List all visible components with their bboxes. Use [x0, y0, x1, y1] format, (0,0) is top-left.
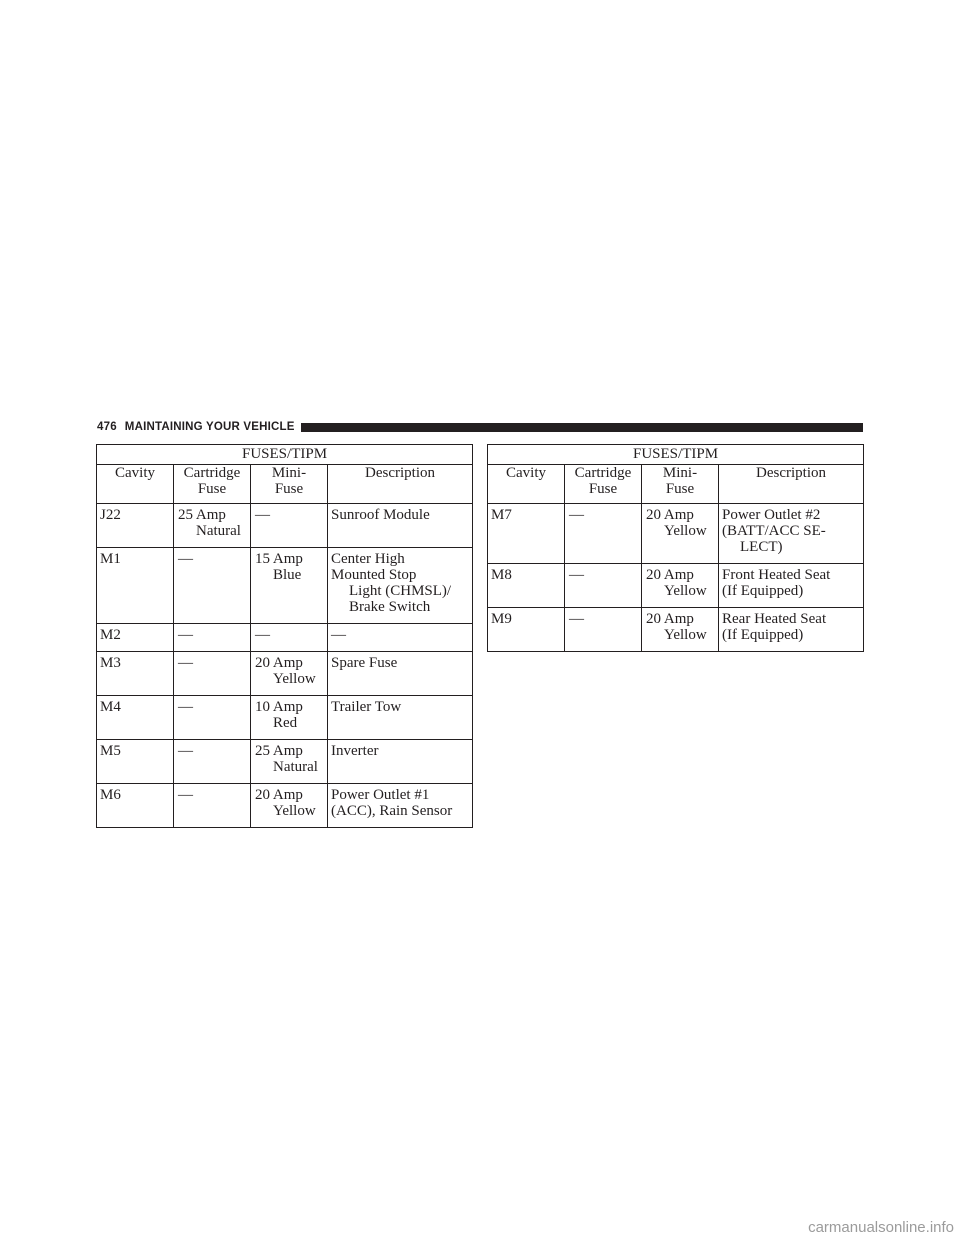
- table-row: [488, 504, 864, 564]
- page-header: [97, 418, 863, 436]
- table-title: FUSES/TIPM: [488, 445, 864, 465]
- cell-text: (ACC), Rain Sensor: [331, 803, 453, 819]
- table-row: [488, 564, 864, 608]
- cell-text: —: [178, 743, 193, 759]
- cell-description: [328, 504, 473, 548]
- cell-text: —: [255, 627, 270, 643]
- cell-text: 10 Amp: [255, 699, 303, 715]
- cell-text: —: [569, 611, 584, 627]
- table-body: [97, 504, 473, 828]
- cell-text: Natural: [196, 523, 241, 539]
- cell-text: Brake Switch: [349, 599, 431, 615]
- cell-text: 25 Amp: [255, 743, 303, 759]
- cell-description: [719, 564, 864, 608]
- page-number: 476: [97, 421, 117, 433]
- cell-text: —: [178, 699, 193, 715]
- cell-text: Rear Heated Seat: [722, 611, 827, 627]
- cell-text: 15 Amp: [255, 551, 303, 567]
- cell-text: Natural: [273, 759, 318, 775]
- header-mini-fuse: [251, 465, 328, 504]
- header-text: Cartridge: [574, 465, 632, 481]
- cell-description: [328, 740, 473, 784]
- cell-cartridge-fuse: [174, 624, 251, 652]
- cell-cartridge-fuse: [174, 784, 251, 828]
- cell-text: LECT): [740, 539, 783, 555]
- cell-cartridge-fuse: [565, 608, 642, 652]
- table-row: [97, 740, 473, 784]
- table-row: [488, 608, 864, 652]
- table-header-row: [97, 465, 473, 504]
- table-row: [97, 652, 473, 696]
- section-title: MAINTAINING YOUR VEHICLE: [124, 421, 295, 433]
- cell-cavity: M3: [97, 652, 174, 696]
- cell-text: 20 Amp: [646, 507, 694, 523]
- cell-cavity: M9: [488, 608, 565, 652]
- cell-text: Sunroof Module: [331, 507, 430, 523]
- cell-text: Yellow: [273, 671, 316, 687]
- header-description: [719, 465, 864, 504]
- header-text: Mini-: [662, 465, 698, 481]
- header-text: Cavity: [115, 465, 155, 481]
- cell-description: [719, 608, 864, 652]
- header-text: Description: [365, 465, 435, 481]
- cell-text: (If Equipped): [722, 583, 804, 599]
- cell-text: Power Outlet #1: [331, 787, 430, 803]
- cell-mini-fuse: [251, 548, 328, 624]
- watermark: carmanualsonline.info: [808, 1219, 954, 1236]
- header-text: Cartridge: [183, 465, 241, 481]
- table-row: [97, 696, 473, 740]
- cell-mini-fuse: [251, 784, 328, 828]
- cell-mini-fuse: [642, 564, 719, 608]
- cell-text: —: [178, 655, 193, 671]
- cell-text: —: [569, 507, 584, 523]
- cell-text: 20 Amp: [646, 567, 694, 583]
- cell-text: —: [569, 567, 584, 583]
- cell-text: Yellow: [664, 523, 707, 539]
- header-text: Description: [756, 465, 826, 481]
- cell-text: Power Outlet #2: [722, 507, 821, 523]
- cell-text: Yellow: [664, 627, 707, 643]
- table-row: [97, 548, 473, 624]
- cell-text: 20 Amp: [255, 655, 303, 671]
- header-rule: [301, 423, 863, 432]
- cell-text: 20 Amp: [646, 611, 694, 627]
- cell-cavity: M8: [488, 564, 565, 608]
- cell-text: —: [178, 551, 193, 567]
- cell-description: [328, 784, 473, 828]
- cell-text: Light (CHMSL)/: [349, 583, 452, 599]
- cell-text: Spare Fuse: [331, 655, 398, 671]
- cell-text: Trailer Tow: [331, 699, 402, 715]
- cell-text: Inverter: [331, 743, 379, 759]
- cell-text: Front Heated Seat: [722, 567, 831, 583]
- header-cartridge-fuse: [565, 465, 642, 504]
- table-body: [488, 504, 864, 652]
- cell-mini-fuse: [251, 624, 328, 652]
- cell-text: Mounted Stop: [331, 567, 417, 583]
- cell-description: [719, 504, 864, 564]
- cell-description: [328, 652, 473, 696]
- cell-text: Yellow: [664, 583, 707, 599]
- header-text: Mini-: [271, 465, 307, 481]
- fuse-table-left: [96, 444, 473, 828]
- cell-text: —: [255, 507, 270, 523]
- cell-text: Center High: [331, 551, 405, 567]
- fuse-table-right: [487, 444, 864, 652]
- table-row: [97, 624, 473, 652]
- table-row: [97, 784, 473, 828]
- header-text: Fuse: [197, 481, 227, 497]
- cell-text: Yellow: [273, 803, 316, 819]
- table-row: [97, 504, 473, 548]
- cell-mini-fuse: [642, 608, 719, 652]
- cell-mini-fuse: [251, 696, 328, 740]
- cell-cavity: M4: [97, 696, 174, 740]
- header-text: Fuse: [274, 481, 304, 497]
- cell-cavity: M1: [97, 548, 174, 624]
- header-mini-fuse: [642, 465, 719, 504]
- cell-cavity: M6: [97, 784, 174, 828]
- cell-cartridge-fuse: [174, 548, 251, 624]
- cell-text: (BATT/ACC SE-: [722, 523, 826, 539]
- cell-text: —: [178, 787, 193, 803]
- cell-cartridge-fuse: [565, 564, 642, 608]
- cell-cartridge-fuse: [565, 504, 642, 564]
- cell-cartridge-fuse: [174, 652, 251, 696]
- table-header-row: [488, 465, 864, 504]
- cell-cavity: J22: [97, 504, 174, 548]
- cell-text: Blue: [273, 567, 302, 583]
- cell-mini-fuse: [251, 740, 328, 784]
- cell-description: [328, 624, 473, 652]
- cell-description: [328, 696, 473, 740]
- table-title: FUSES/TIPM: [97, 445, 473, 465]
- cell-cartridge-fuse: [174, 696, 251, 740]
- cell-mini-fuse: [642, 504, 719, 564]
- header-description: [328, 465, 473, 504]
- cell-cartridge-fuse: [174, 504, 251, 548]
- cell-description: [328, 548, 473, 624]
- header-text: Cavity: [506, 465, 546, 481]
- cell-cavity: M2: [97, 624, 174, 652]
- cell-mini-fuse: [251, 504, 328, 548]
- header-text: Fuse: [665, 481, 695, 497]
- header-text: Fuse: [588, 481, 618, 497]
- header-cavity: [488, 465, 565, 504]
- cell-cavity: M5: [97, 740, 174, 784]
- cell-text: 20 Amp: [255, 787, 303, 803]
- cell-text: Red: [273, 715, 298, 731]
- header-cartridge-fuse: [174, 465, 251, 504]
- header-cavity: [97, 465, 174, 504]
- cell-cavity: M7: [488, 504, 565, 564]
- cell-text: 25 Amp: [178, 507, 226, 523]
- cell-mini-fuse: [251, 652, 328, 696]
- cell-text: (If Equipped): [722, 627, 804, 643]
- cell-cartridge-fuse: [174, 740, 251, 784]
- cell-text: —: [331, 627, 346, 643]
- cell-text: —: [178, 627, 193, 643]
